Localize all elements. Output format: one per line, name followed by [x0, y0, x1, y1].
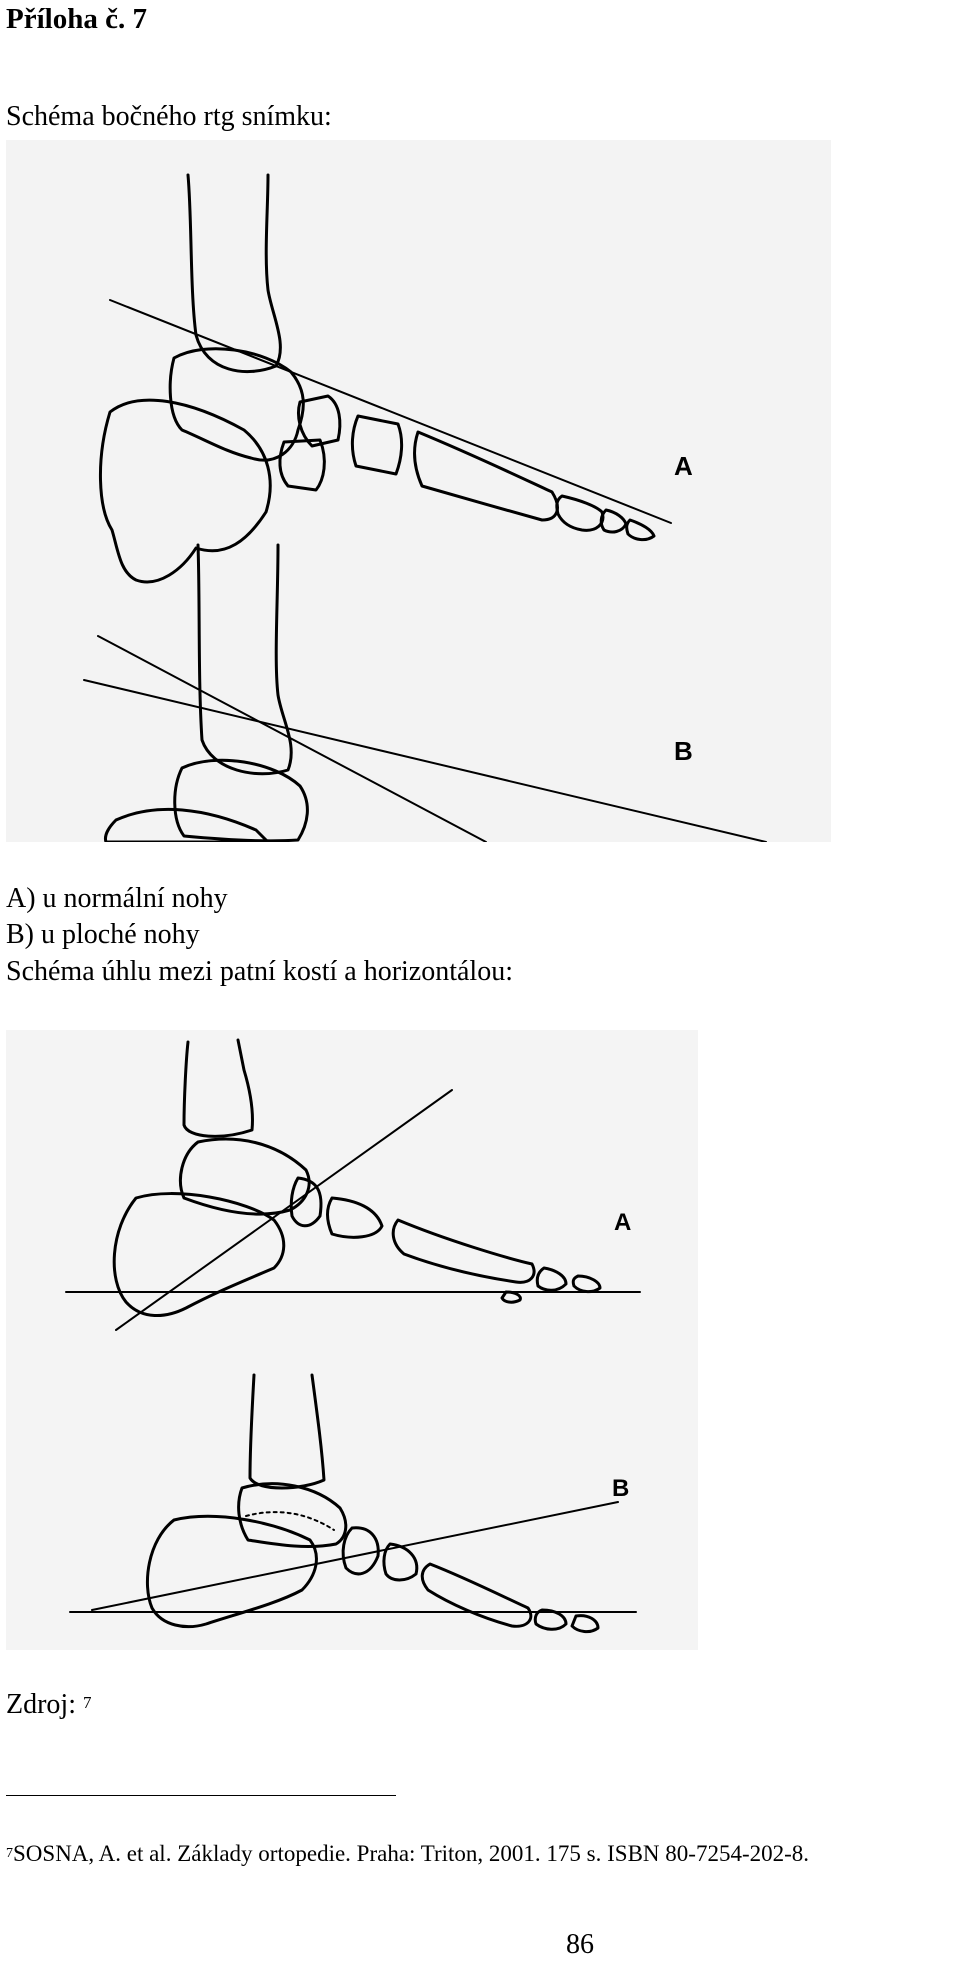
figure-lateral-xray: [6, 140, 831, 842]
figure-calcaneus-angle: [6, 1030, 698, 1650]
figure-lateral-xray-drawing: [6, 140, 831, 842]
footnote-number: 7: [6, 1846, 13, 1861]
footnote-text: SOSNA, A. et al. Základy ortopedie. Praha: Triton, 2001. 175 s. ISBN 80-7254-202-8.: [13, 1841, 810, 1866]
footnote: [6, 1840, 809, 1868]
figure2-label-b: B: [612, 1475, 630, 1502]
legend-b-flat-foot: B) u ploché nohy: [6, 919, 200, 950]
figure1-label-a: A: [674, 451, 693, 481]
legend-a-normal-foot: A) u normální nohy: [6, 883, 228, 914]
source-footnote-ref[interactable]: 7: [83, 1693, 92, 1712]
footnote-separator: [6, 1795, 396, 1796]
figure2-label-a: A: [614, 1209, 632, 1236]
page-title: Příloha č. 7: [6, 3, 147, 35]
source-label: Zdroj:: [6, 1689, 76, 1720]
source-line: [6, 1688, 92, 1722]
figure1-label-b: B: [674, 736, 693, 766]
caption-calcaneus-angle: Schéma úhlu mezi patní kostí a horizontálou:: [6, 956, 513, 987]
caption-lateral-xray: Schéma bočného rtg snímku:: [6, 101, 332, 132]
figure-background: [6, 140, 831, 842]
figure-calcaneus-angle-drawing: [6, 1030, 698, 1650]
page-number: 86: [566, 1929, 594, 1960]
